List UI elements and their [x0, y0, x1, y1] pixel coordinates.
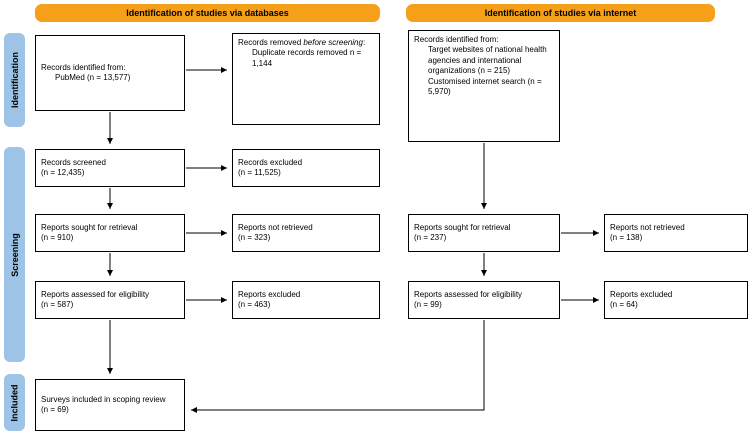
box-count: (n = 910): [41, 233, 74, 242]
box-db-reports-not-retrieved: [232, 214, 380, 252]
box-line: Reports sought for retrieval: [414, 222, 511, 232]
box-count: (n = 323): [238, 233, 271, 242]
header-databases: [35, 4, 380, 22]
box-count: (n = 11,525): [238, 168, 281, 177]
header-internet-label: Identification of studies via internet: [484, 8, 637, 18]
box-count: (n = 237): [414, 233, 447, 242]
box-count: (n = 69): [41, 405, 69, 414]
stage-included: [4, 374, 25, 431]
arrow-net-assessed-to-included: [191, 320, 484, 410]
box-title-post: :: [362, 38, 366, 47]
box-db-records-screened: [35, 149, 185, 187]
box-line: Reports not retrieved: [238, 222, 313, 232]
box-line: Reports assessed for eligibility: [414, 289, 523, 299]
header-databases-label: Identification of studies via databases: [126, 8, 289, 18]
stage-identification: [4, 33, 25, 127]
header-internet: [406, 4, 715, 22]
box-line: Surveys included in scoping review: [41, 394, 166, 404]
box-line: Reports excluded: [238, 289, 301, 299]
box-db-reports-assessed: [35, 281, 185, 319]
box-included-surveys: [35, 379, 185, 431]
box-item: PubMed (n = 13,577): [55, 73, 131, 82]
box-count: (n = 12,435): [41, 168, 85, 177]
box-title: [238, 38, 374, 48]
box-count: (n = 99): [414, 300, 442, 309]
box-net-reports-not-retrieved: [604, 214, 748, 252]
box-count: (n = 64): [610, 300, 638, 309]
box-line: Reports assessed for eligibility: [41, 289, 150, 299]
box-count: (n = 463): [238, 300, 271, 309]
box-title: Records identified from:: [414, 35, 499, 44]
box-db-reports-sought: [35, 214, 185, 252]
box-net-reports-sought: [408, 214, 560, 252]
box-count: (n = 587): [41, 300, 74, 309]
box-line: Records excluded: [238, 157, 303, 167]
box-title: Records identified from:: [41, 62, 126, 72]
box-net-reports-assessed: [408, 281, 560, 319]
box-line: Reports not retrieved: [610, 222, 685, 232]
stage-identification-label: Identification: [9, 52, 20, 108]
stage-included-label: Included: [9, 383, 20, 422]
box-line: Reports excluded: [610, 289, 673, 299]
box-item: Customised internet search (n = 5,970): [428, 76, 542, 96]
box-db-records-excluded: [232, 149, 380, 187]
box-count: (n = 138): [610, 233, 643, 242]
box-net-records-identified: [408, 30, 560, 142]
box-net-reports-excluded: [604, 281, 748, 319]
box-title-italic: before screening: [303, 38, 363, 47]
box-db-reports-excluded: [232, 281, 380, 319]
box-db-records-removed: [232, 33, 380, 125]
box-item: Duplicate records removed n = 1,144: [252, 48, 362, 68]
box-title-pre: Records removed: [238, 38, 304, 47]
box-line: Reports sought for retrieval: [41, 222, 138, 232]
stage-screening-label: Screening: [9, 232, 20, 277]
stage-screening: [4, 147, 25, 362]
box-item: Target websites of national health agencies and international organizations (n = 215): [428, 45, 547, 76]
box-line: Records screened: [41, 157, 106, 167]
box-db-records-identified: [35, 35, 185, 111]
